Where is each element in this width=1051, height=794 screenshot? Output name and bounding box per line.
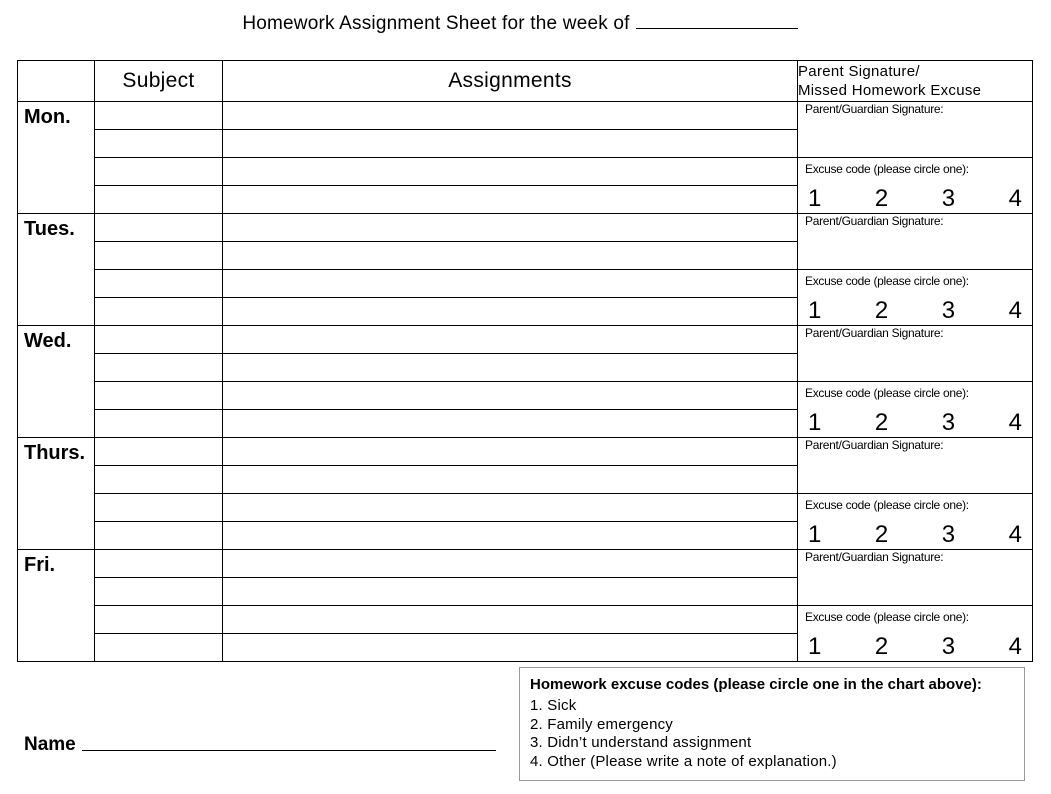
excuse-code-option[interactable]: 4 [1008, 521, 1022, 548]
subject-cell[interactable] [95, 550, 223, 578]
assignment-cell[interactable] [223, 186, 798, 214]
signature-cell[interactable]: Parent/Guardian Signature: [798, 102, 1033, 158]
subject-cell[interactable] [95, 298, 223, 326]
assignment-cell[interactable] [223, 634, 798, 662]
sheet-title [0, 12, 1040, 35]
assignment-cell[interactable] [223, 326, 798, 354]
subject-cell[interactable] [95, 186, 223, 214]
subject-cell[interactable] [95, 634, 223, 662]
day-row [18, 606, 1033, 634]
day-label: Fri. [18, 550, 95, 662]
day-row [18, 214, 1033, 242]
subject-cell[interactable] [95, 354, 223, 382]
day-label: Mon. [18, 102, 95, 214]
excuse-code-option[interactable]: 1 [808, 185, 822, 212]
header-signature [798, 61, 1033, 102]
sheet-title-text: Homework Assignment Sheet for the week of [242, 13, 630, 34]
assignment-cell[interactable] [223, 606, 798, 634]
excuse-code-option[interactable]: 2 [874, 297, 889, 324]
day-row [18, 550, 1033, 578]
subject-cell[interactable] [95, 606, 223, 634]
excuse-label: Excuse code (please circle one): [805, 274, 969, 288]
excuse-cell [798, 494, 1033, 550]
days-body [18, 102, 1033, 662]
day-row [18, 158, 1033, 186]
excuse-code-option[interactable]: 2 [874, 521, 889, 548]
assignment-cell[interactable] [223, 550, 798, 578]
excuse-code-option[interactable]: 3 [941, 521, 956, 548]
day-row [18, 382, 1033, 410]
day-row [18, 494, 1033, 522]
subject-cell[interactable] [95, 326, 223, 354]
subject-cell[interactable] [95, 382, 223, 410]
excuse-code-options [798, 404, 1032, 434]
excuse-cell [798, 606, 1033, 662]
day-row [18, 270, 1033, 298]
assignment-cell[interactable] [223, 270, 798, 298]
excuse-code-option[interactable]: 3 [941, 409, 956, 436]
subject-cell[interactable] [95, 130, 223, 158]
subject-cell[interactable] [95, 242, 223, 270]
subject-cell[interactable] [95, 214, 223, 242]
legend-item: 4. Other (Please write a note of explanation.) [530, 752, 837, 770]
excuse-code-option[interactable]: 3 [941, 633, 956, 660]
excuse-codes-legend [519, 667, 1025, 781]
legend-item: 3. Didn’t understand assignment [530, 734, 752, 751]
excuse-code-option[interactable]: 2 [874, 633, 889, 660]
excuse-label: Excuse code (please circle one): [805, 386, 969, 400]
assignment-cell[interactable] [223, 438, 798, 466]
excuse-code-option[interactable]: 1 [808, 521, 822, 548]
subject-cell[interactable] [95, 578, 223, 606]
name-label: Name [24, 734, 76, 755]
name-field[interactable] [82, 750, 496, 751]
day-label: Thurs. [18, 438, 95, 550]
legend-title: Homework excuse codes (please circle one in the chart above): [530, 676, 982, 693]
assignment-cell[interactable] [223, 354, 798, 382]
header-signature-line1: Parent Signature/ [798, 63, 920, 80]
week-blank-line[interactable] [636, 12, 798, 29]
subject-cell[interactable] [95, 410, 223, 438]
excuse-code-option[interactable]: 4 [1008, 297, 1022, 324]
subject-cell[interactable] [95, 102, 223, 130]
excuse-label: Excuse code (please circle one): [805, 162, 969, 176]
subject-cell[interactable] [95, 438, 223, 466]
signature-cell[interactable]: Parent/Guardian Signature: [798, 214, 1033, 270]
excuse-label: Excuse code (please circle one): [805, 610, 969, 624]
assignment-cell[interactable] [223, 382, 798, 410]
excuse-code-options [798, 292, 1032, 322]
assignment-cell[interactable] [223, 578, 798, 606]
day-row [18, 102, 1033, 130]
subject-cell[interactable] [95, 522, 223, 550]
assignment-cell[interactable] [223, 410, 798, 438]
assignment-cell[interactable] [223, 522, 798, 550]
excuse-code-option[interactable]: 1 [808, 633, 822, 660]
excuse-label: Excuse code (please circle one): [805, 498, 969, 512]
excuse-code-options [798, 516, 1032, 546]
assignment-cell[interactable] [223, 158, 798, 186]
day-label: Tues. [18, 214, 95, 326]
excuse-code-option[interactable]: 1 [808, 297, 822, 324]
assignment-cell[interactable] [223, 214, 798, 242]
excuse-code-option[interactable]: 4 [1008, 185, 1022, 212]
subject-cell[interactable] [95, 466, 223, 494]
excuse-code-option[interactable]: 2 [874, 409, 889, 436]
excuse-code-option[interactable]: 4 [1008, 409, 1022, 436]
assignment-cell[interactable] [223, 130, 798, 158]
day-row [18, 438, 1033, 466]
day-row [18, 326, 1033, 354]
excuse-cell [798, 270, 1033, 326]
header-signature-line2: Missed Homework Excuse [798, 82, 982, 99]
assignment-cell[interactable] [223, 242, 798, 270]
header-day-blank [18, 61, 95, 102]
subject-cell[interactable] [95, 158, 223, 186]
excuse-code-option[interactable]: 1 [808, 409, 822, 436]
excuse-cell [798, 382, 1033, 438]
header-subject: Subject [95, 61, 223, 102]
legend-item: 2. Family emergency [530, 715, 674, 733]
header-assignments: Assignments [223, 61, 798, 102]
excuse-cell [798, 158, 1033, 214]
signature-cell[interactable]: Parent/Guardian Signature: [798, 550, 1033, 606]
excuse-code-option[interactable]: 2 [874, 185, 889, 212]
subject-cell[interactable] [95, 494, 223, 522]
assignment-cell[interactable] [223, 494, 798, 522]
excuse-code-options [798, 628, 1032, 658]
signature-cell[interactable]: Parent/Guardian Signature: [798, 438, 1033, 494]
signature-cell[interactable]: Parent/Guardian Signature: [798, 326, 1033, 382]
excuse-code-option[interactable]: 4 [1008, 633, 1022, 660]
assignment-cell[interactable] [223, 102, 798, 130]
excuse-code-option[interactable]: 3 [941, 297, 956, 324]
legend-item: 1. Sick [530, 697, 577, 714]
assignment-cell[interactable] [223, 298, 798, 326]
assignment-table [17, 60, 1033, 662]
day-label: Wed. [18, 326, 95, 438]
assignment-cell[interactable] [223, 466, 798, 494]
excuse-code-options [798, 180, 1032, 210]
excuse-code-option[interactable]: 3 [941, 185, 956, 212]
subject-cell[interactable] [95, 270, 223, 298]
